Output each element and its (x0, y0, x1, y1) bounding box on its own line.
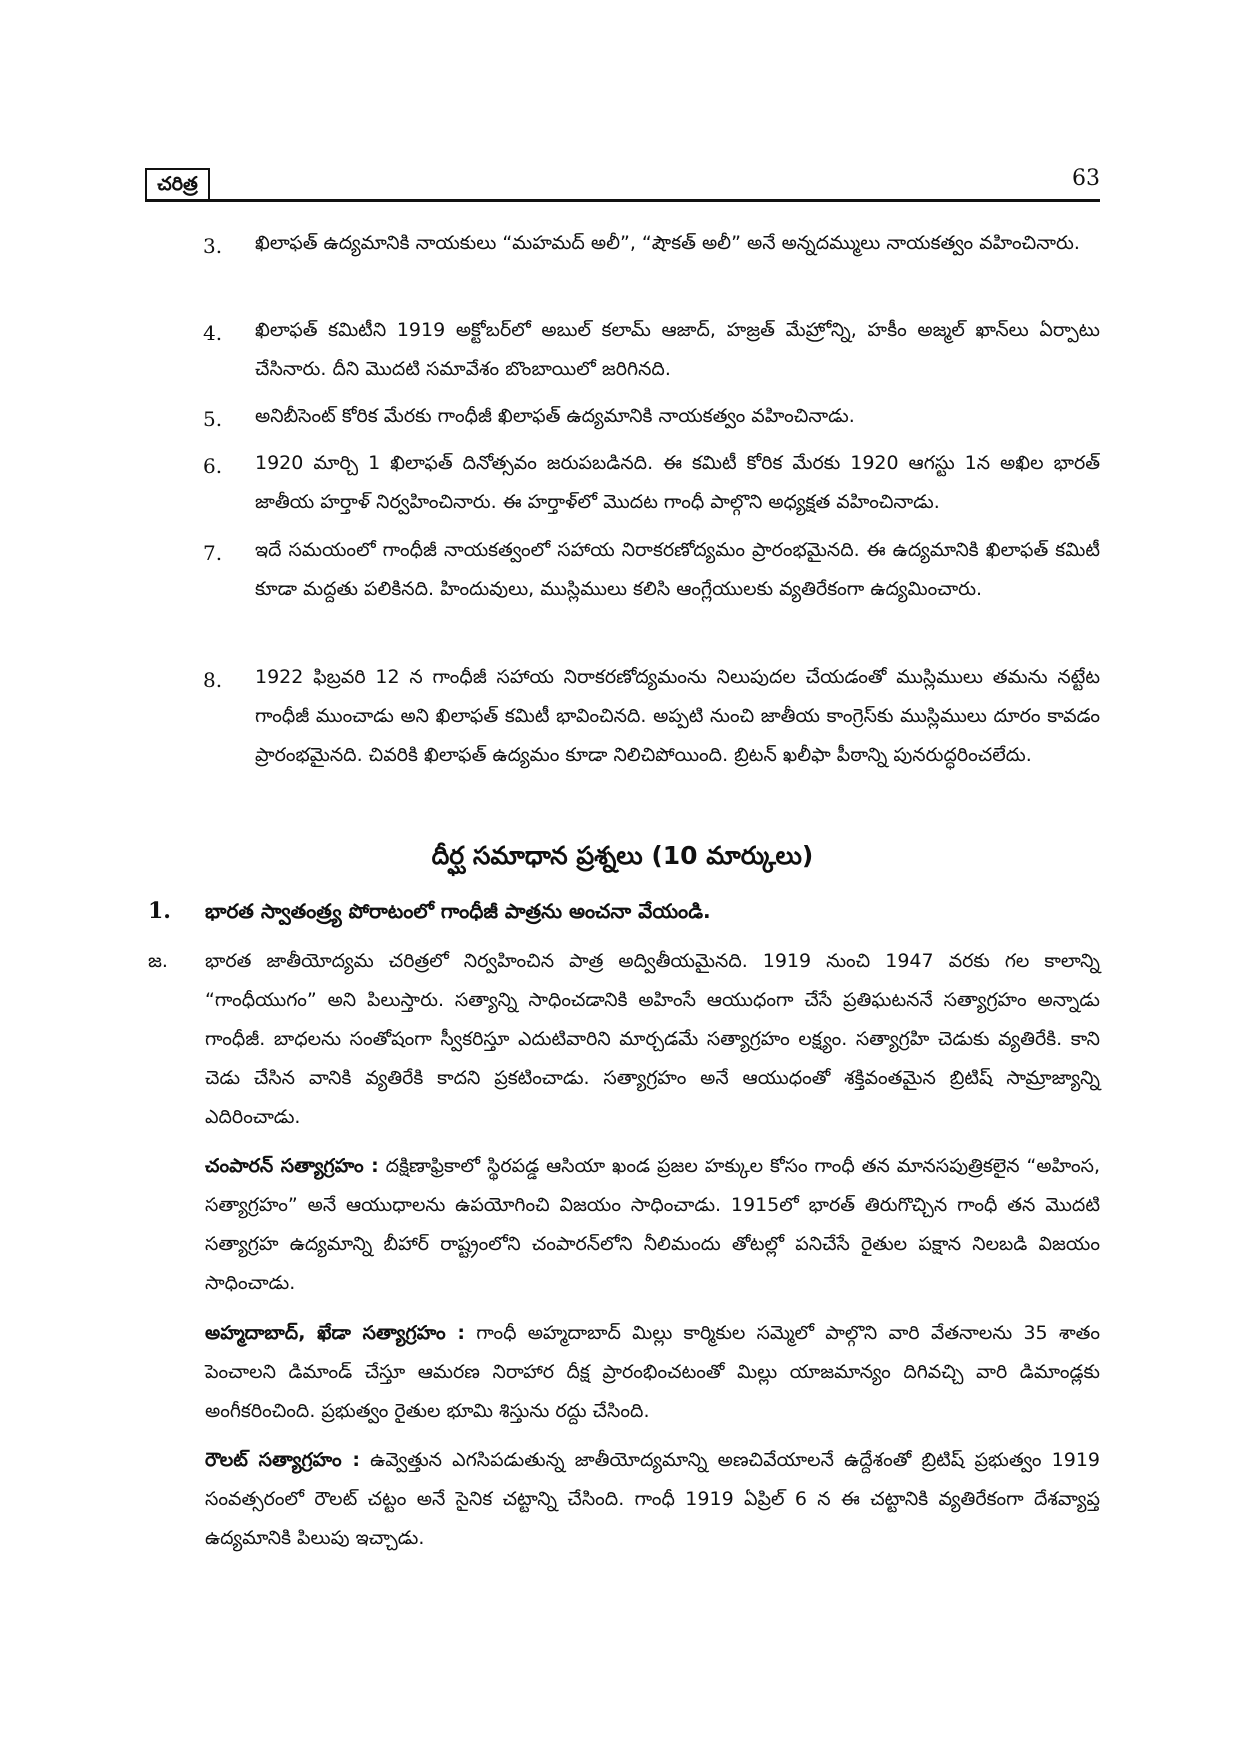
paragraph-heading: చంపారన్ సత్యాగ్రహం : (205, 1155, 379, 1177)
answer-paragraph (205, 1441, 1100, 1558)
answer-paragraph (205, 1314, 1100, 1431)
answer-paragraph (205, 1147, 1100, 1303)
paragraph-heading: అహ్మదాబాద్, ఖేడా సత్యాగ్రహం : (205, 1322, 465, 1344)
header-rule (145, 199, 1100, 202)
paragraph-text: దక్షిణాఫ్రికాలో స్థిరపడ్డ ఆసియా ఖండ ప్రజల హక్కుల కోసం గాంధీ తన మానసపుత్రికలైన “అహింస, సత్యాగ్రహం” అనే ఆయుధాలను ఉపయోగించి విజయం సాధించాడు. 1915లో భారత్ తిరుగొచ్చిన గాంధీ తన మొదటి సత్యాగ్రహ ఉద్యమాన్ని బీహార్ రాష్ట్రంలోని చంపారన్‌లోని నీలిమందు తోటల్లో పనిచేసే రైతుల పక్షాన నిలబడి విజయం సాధించాడు. (205, 1155, 1100, 1294)
list-item-number: 7. (203, 541, 223, 565)
list-item-number: 8. (203, 668, 223, 692)
list-item-text: ఖిలాఫత్ ఉద్యమానికి నాయకులు “మహమద్ అలీ”, “షౌకత్ అలీ” అనే అన్నదమ్ములు నాయకత్వం వహించినారు. (255, 232, 1080, 254)
answer-intro: భారత జాతీయోద్యమ చరిత్రలో నిర్వహించిన పాత్ర అద్వితీయమైనది. 1919 నుంచి 1947 వరకు గల కాలాన్ని “గాంధీయుగం” అని పిలుస్తారు. సత్యాన్ని సాధించడానికి అహింసే ఆయుధంగా చేసే ప్రతిఘటననే సత్యాగ్రహం అన్నాడు గాంధీజీ. బాధలను సంతోషంగా స్వీకరిస్తూ ఎదుటివారిని మార్చడమే సత్యాగ్రహం లక్ష్యం. సత్యాగ్రహి చెడుకు వ్యతిరేకి. కాని చెడు చేసిన వానికి వ్యతిరేకి కాదని ప్రకటించాడు. సత్యాగ్రహం అనే ఆయుధంతో శక్తివంతమైన బ్రిటిష్ సామ్రాజ్యాన్ని ఎదిరించాడు. (205, 950, 1100, 1128)
paragraph-text: గాంధీ అహ్మదాబాద్ మిల్లు కార్మికుల సమ్మెలో పాల్గొని వారి వేతనాలను 35 శాతం పెంచాలని డిమాండ్ చేస్తూ ఆమరణ నిరాహార దీక్ష ప్రారంభించటంతో మిల్లు యాజమాన్యం దిగివచ్చి వారి డిమాండ్లకు అంగీకరించింది. ప్రభుత్వం రైతుల భూమి శిస్తును రద్దు చేసింది. (205, 1322, 1100, 1422)
paragraph-heading: రౌలట్ సత్యాగ్రహం : (205, 1449, 360, 1471)
list-item-text: 1920 మార్చి 1 ఖిలాఫత్ దినోత్సవం జరుపబడినది. ఈ కమిటీ కోరిక మేరకు 1920 ఆగస్టు 1న అఖిల భారత్ జాతీయ హర్తాళ్ నిర్వహించినారు. ఈ హర్తాళ్‌లో మొదట గాంధీ పాల్గొని అధ్యక్షత వహించినాడు. (255, 452, 1100, 513)
section-title: దీర్ఘ సమాధాన ప్రశ్నలు (10 మార్కులు) (431, 841, 814, 870)
list-item-number: 3. (203, 234, 223, 258)
list-item-text: ఖిలాఫత్ కమిటీని 1919 అక్టోబర్‌లో అబుల్ కలామ్ ఆజాద్, హజ్రత్ మేహ్రోన్ని, హకీం అజ్మల్ ఖాన్‌లు ఏర్పాటు చేసినారు. దీని మొదటి సమావేశం బొంబాయిలో జరిగినది. (255, 319, 1100, 380)
list-item-number: 5. (203, 407, 223, 431)
list-item-text: 1922 ఫిబ్రవరి 12 న గాంధీజీ సహాయ నిరాకరణోద్యమంను నిలుపుదల చేయడంతో ముస్లిములు తమను నట్టేట గాంధీజీ ముంచాడు అని ఖిలాఫత్ కమిటీ భావించినది. అప్పటి నుంచి జాతీయ కాంగ్రెస్‌కు ముస్లిములు దూరం కావడం ప్రారంభమైనది. చివరికి ఖిలాఫత్ ఉద్యమం కూడా నిలిచిపోయింది. బ్రిటన్ ఖలీఫా పీఠాన్ని పునరుద్ధరించలేదు. (255, 666, 1100, 766)
list-item-number: 4. (203, 321, 223, 345)
paragraph-text: ఉవ్వెత్తున ఎగసిపడుతున్న జాతీయోద్యమాన్ని అణచివేయాలనే ఉద్దేశంతో బ్రిటిష్ ప్రభుత్వం 1919 సంవత్సరంలో రౌలట్ చట్టం అనే సైనిక చట్టాన్ని చేసింది. గాంధీ 1919 ఏప్రిల్ 6 న ఈ చట్టానికి వ్యతిరేకంగా దేశవ్యాప్త ఉద్యమానికి పిలుపు ఇచ్చాడు. (205, 1449, 1100, 1549)
list-item-text: ఇదే సమయంలో గాంధీజీ నాయకత్వంలో సహాయ నిరాకరణోద్యమం ప్రారంభమైనది. ఈ ఉద్యమానికి ఖిలాఫత్ కమిటీ కూడా మద్దతు పలికినది. హిందువులు, ముస్లిములు కలిసి ఆంగ్లేయులకు వ్యతిరేకంగా ఉద్యమించారు. (255, 539, 1100, 600)
subject-label: చరిత్ర (145, 168, 210, 201)
question-text: భారత స్వాతంత్ర్య పోరాటంలో గాంధీజీ పాత్రను అంచనా వేయండి. (205, 899, 711, 923)
question-number: 1. (148, 898, 171, 924)
page-number: 63 (1072, 166, 1100, 191)
list-item-text: అనిబీసెంట్ కోరిక మేరకు గాంధీజీ ఖిలాఫత్ ఉద్యమానికి నాయకత్వం వహించినాడు. (255, 405, 855, 427)
list-item-number: 6. (203, 454, 223, 478)
answer-marker: జ. (148, 950, 168, 972)
